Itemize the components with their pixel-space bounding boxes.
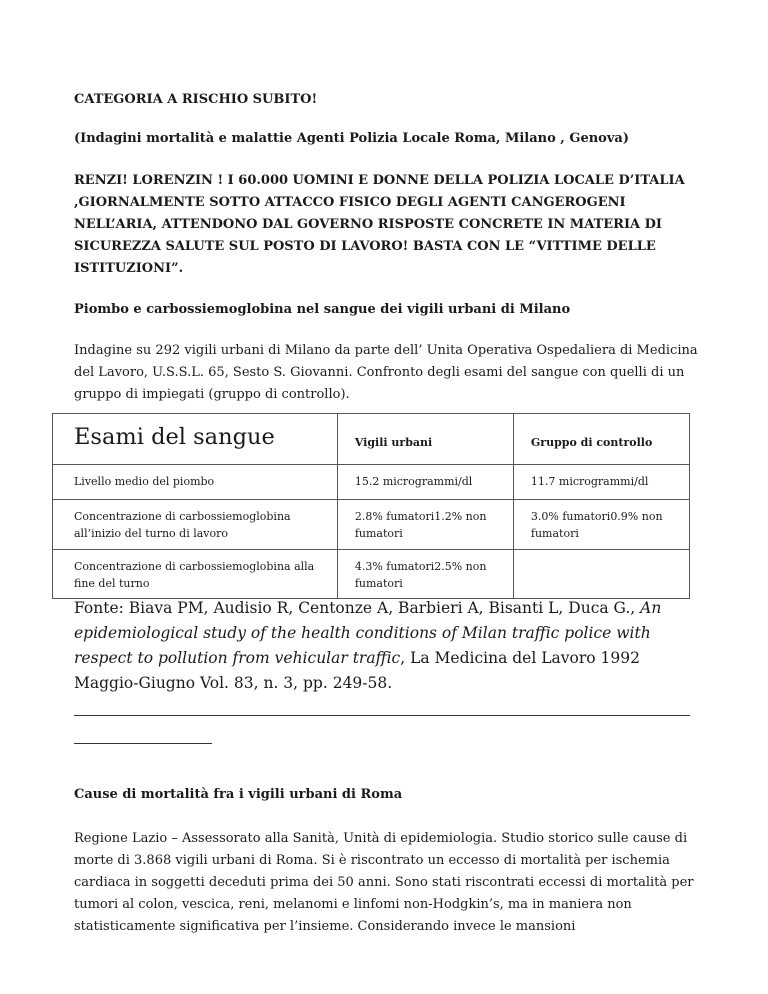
source-prefix: Fonte: Biava PM, Audisio R, Centonze A, Barbieri A, Bisanti L, Duca G.,	[74, 599, 641, 617]
section1-title: Piombo e carbossiemoglobina nel sangue dei vigili urbani di Milano	[74, 302, 571, 317]
row-value-vigili: 4.3% fumatori2.5% non fumatori	[354, 560, 487, 590]
separator-line-short	[74, 743, 212, 744]
table-row	[53, 550, 690, 599]
column-header-controllo: Gruppo di controllo	[530, 436, 653, 449]
section1-intro: Indagine su 292 vigili urbani di Milano da parte dell’ Unita Operativa Ospedaliera di Medicina del Lavoro, U.S.S.L. 65, Sesto S. Giovanni. Confronto degli esami del sangue con quelli di un gruppo di impiegati (gruppo di controllo).	[74, 343, 698, 402]
row-value-controllo: 3.0% fumatori0.9% non fumatori	[530, 510, 663, 540]
table-row	[53, 465, 690, 500]
row-value-vigili: 2.8% fumatori1.2% non fumatori	[354, 510, 487, 540]
table-title: Esami del sangue	[74, 424, 275, 450]
source-title: An epidemiological study of the health conditions of Milan traffic police with respect to pollution from vehicular traffic	[74, 599, 662, 667]
appeal-paragraph: RENZI! LORENZIN ! I 60.000 UOMINI E DONNE DELLA POLIZIA LOCALE D’ITALIA ,GIORNALMENTE SOTTO ATTACCO FISICO DEGLI AGENTI CANGEROGENI NELL’ARIA, ATTENDONO DAL GOVERNO RISPOSTE CONCRETE IN MATERIA DI SICUREZZA SALUTE SUL POSTO DI LAVORO! BASTA CON LE “VITTIME DELLE ISTITUZIONI”.	[74, 173, 685, 276]
separator-line	[74, 715, 690, 716]
table-row	[53, 500, 690, 550]
subheading: (Indagini mortalità e malattie Agenti Polizia Locale Roma, Milano , Genova)	[74, 131, 629, 146]
section2-text: Regione Lazio – Assessorato alla Sanità, Unità di epidemiologia. Studio storico sulle cause di morte di 3.868 vigili urbani di Roma. Si è riscontrato un eccesso di mortalità per ischemia cardiaca in soggetti deceduti prima dei 50 anni. Sono stati riscontrati eccessi di mortalità per tumori al colon, vescica, reni, melanomi e linfomi non-Hodgkin’s, ma in maniera non statisticamente significativa per l’insieme. Considerando invece le mansioni	[74, 831, 694, 934]
row-value-controllo: 11.7 microgrammi/dl	[530, 475, 649, 488]
row-label: Livello medio del piombo	[74, 475, 215, 488]
table-header-row	[53, 414, 690, 465]
source-citation	[74, 596, 702, 696]
heading: CATEGORIA A RISCHIO SUBITO!	[74, 92, 318, 107]
row-value-controllo	[514, 550, 689, 564]
section2-title: Cause di mortalità fra i vigili urbani di Roma	[74, 787, 403, 802]
blood-test-table	[52, 413, 690, 599]
source-suffix: , La Medicina del Lavoro 1992 Maggio-Giugno Vol. 83, n. 3, pp. 249-58.	[74, 649, 640, 692]
column-header-vigili: Vigili urbani	[354, 436, 433, 449]
row-value-vigili: 15.2 microgrammi/dl	[354, 475, 473, 488]
row-label: Concentrazione di carbossiemoglobina all’inizio del turno di lavoro	[74, 510, 291, 540]
row-label: Concentrazione di carbossiemoglobina alla fine del turno	[74, 560, 315, 590]
